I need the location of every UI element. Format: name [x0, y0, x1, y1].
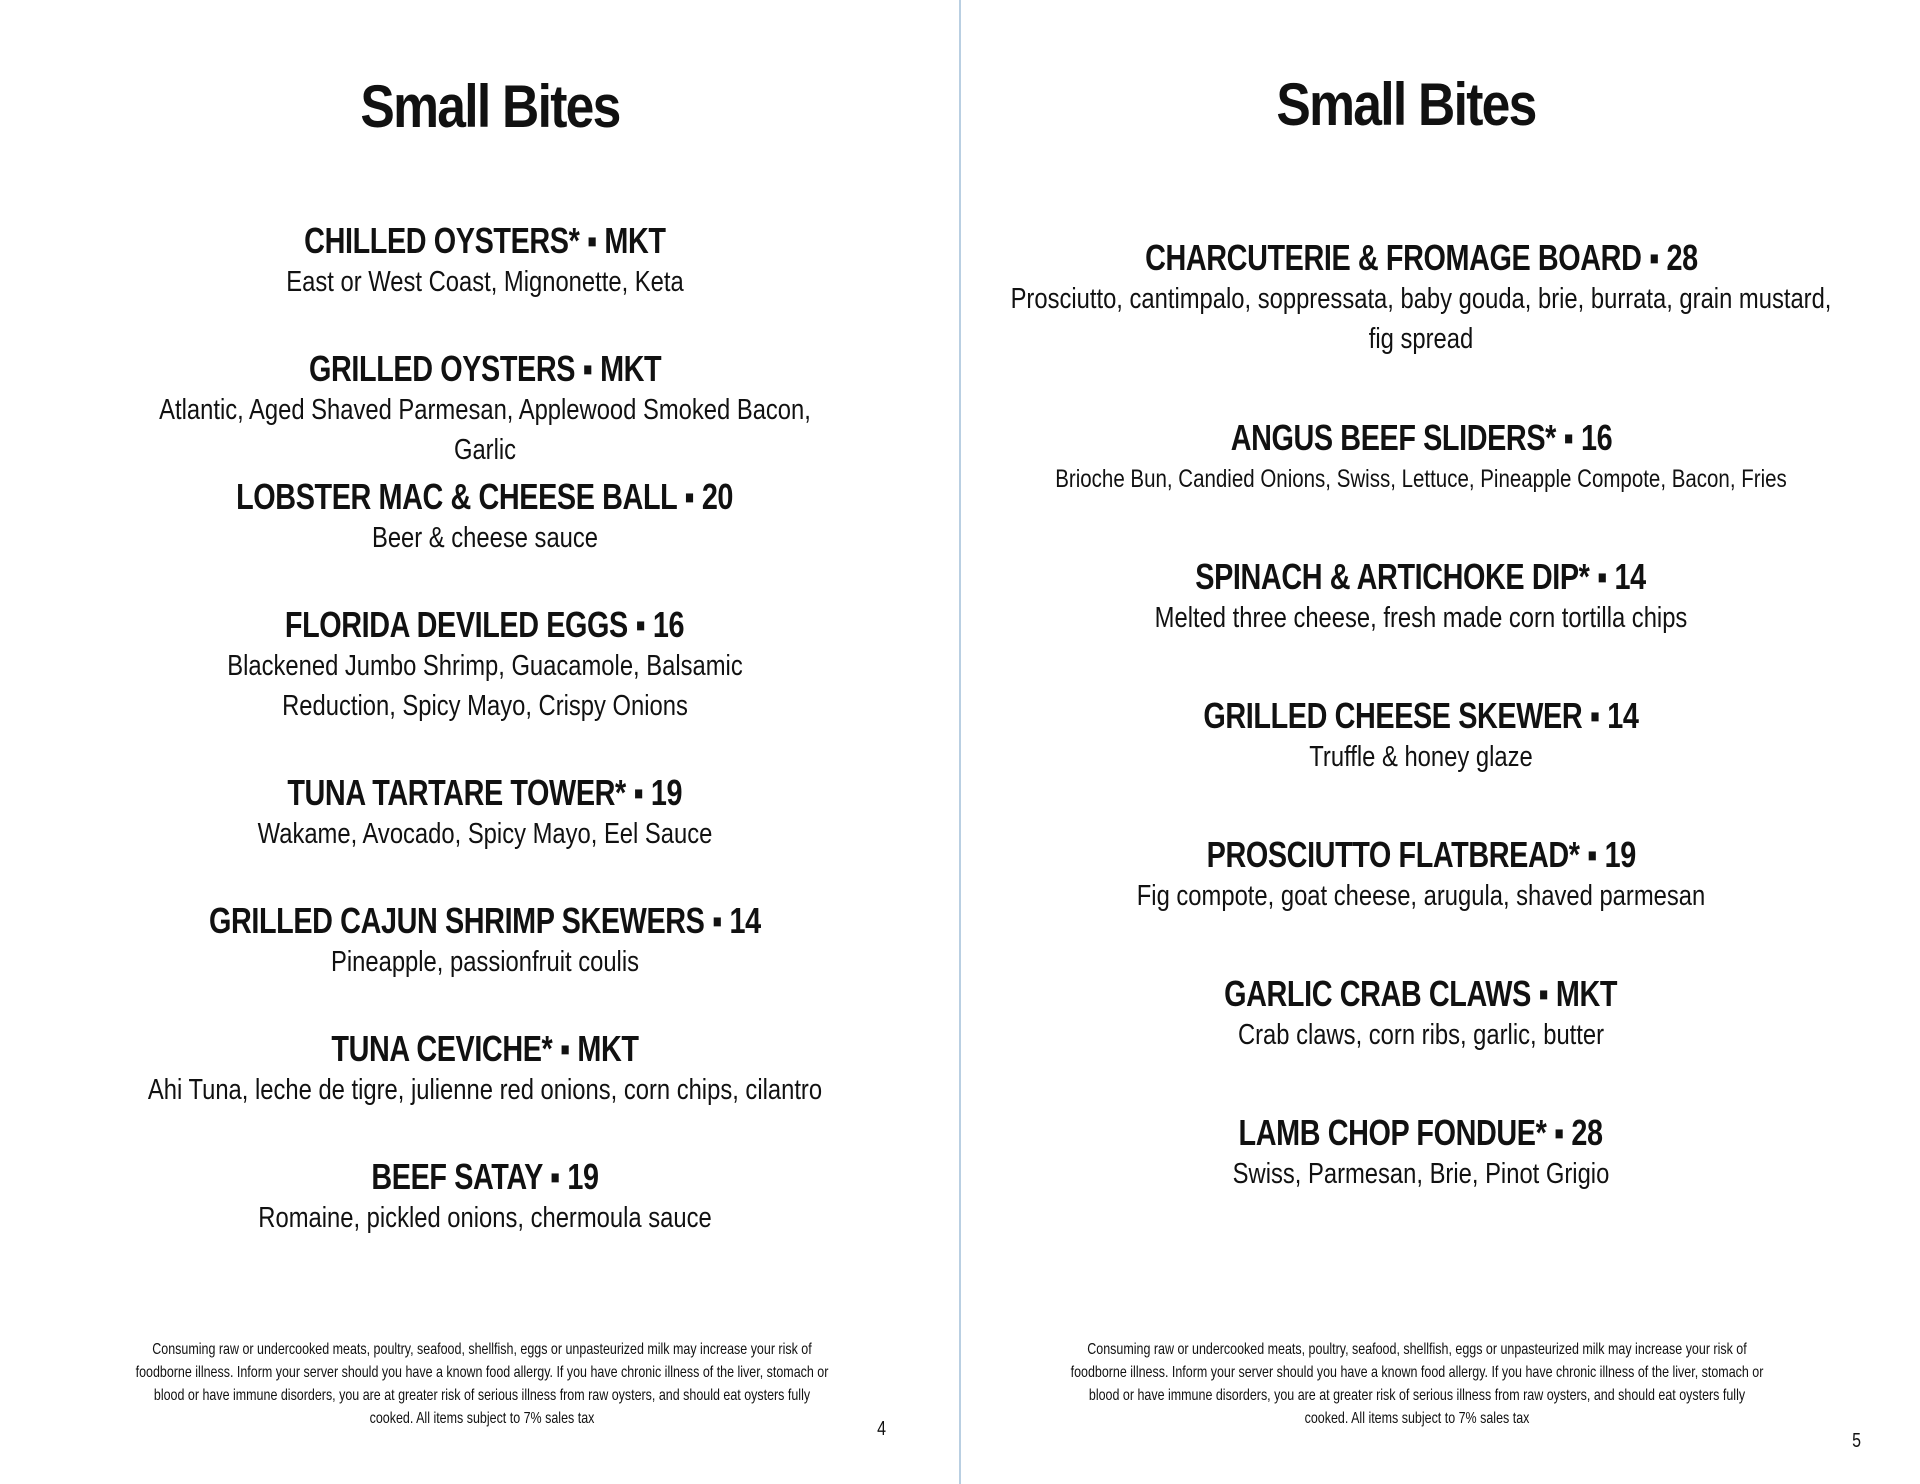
menu-item-name: LAMB CHOP FONDUE* ▪ 28: [1238, 1112, 1604, 1153]
menu-item-description: Swiss, Parmesan, Brie, Pinot Grigio: [1232, 1158, 1610, 1190]
menu-item-name: BEEF SATAY ▪ 19: [371, 1156, 599, 1197]
menu-item-name: GRILLED CAJUN SHRIMP SKEWERS ▪ 14: [209, 900, 761, 941]
menu-item: [5, 900, 960, 1028]
menu-item-description: East or West Coast, Mignonette, Keta: [286, 266, 684, 298]
menu-item-name: ANGUS BEEF SLIDERS* ▪ 16: [1230, 417, 1612, 458]
menu-item-description: Fig compote, goat cheese, arugula, shaved parmesan: [1136, 880, 1706, 912]
menu-item: [5, 220, 960, 348]
menu-item-list: [961, 237, 1901, 1251]
menu-item-name: LOBSTER MAC & CHEESE BALL ▪ 20: [236, 476, 734, 517]
menu-item: [5, 348, 960, 476]
menu-item: [961, 834, 1901, 973]
menu-item: [5, 476, 960, 604]
page-number: 5: [1852, 1430, 1862, 1452]
menu-item: [961, 695, 1901, 834]
menu-item-name: TUNA CEVICHE* ▪ MKT: [331, 1028, 639, 1069]
menu-item-description: Romaine, pickled onions, chermoula sauce: [258, 1202, 712, 1234]
menu-item-description: Ahi Tuna, leche de tigre, julienne red onions, corn chips, cilantro: [147, 1074, 823, 1106]
menu-item-name: GRILLED CHEESE SKEWER ▪ 14: [1203, 695, 1639, 736]
menu-item-description: Blackened Jumbo Shrimp, Guacamole, Balsamic Reduction, Spicy Mayo, Crispy Onions: [227, 650, 743, 722]
menu-item: [961, 556, 1901, 695]
menu-item-name: PROSCIUTTO FLATBREAD* ▪ 19: [1206, 834, 1636, 875]
menu-item: [5, 1156, 960, 1284]
menu-item-name: GRILLED OYSTERS ▪ MKT: [308, 348, 662, 389]
menu-item: [961, 417, 1901, 556]
menu-item-description: Wakame, Avocado, Spicy Mayo, Eel Sauce: [257, 818, 713, 850]
menu-item-description: Brioche Bun, Candied Onions, Swiss, Lettuce, Pineapple Compote, Bacon, Fries: [1055, 465, 1787, 493]
menu-item-name: CHARCUTERIE & FROMAGE BOARD ▪ 28: [1144, 237, 1698, 278]
menu-item-description: Truffle & honey glaze: [1309, 741, 1533, 773]
menu-item-description: Beer & cheese sauce: [371, 522, 599, 554]
menu-item-description: Melted three cheese, fresh made corn tortilla chips: [1154, 602, 1688, 634]
menu-item: [961, 973, 1901, 1112]
menu-item-name: TUNA TARTARE TOWER* ▪ 19: [287, 772, 683, 813]
menu-item: [5, 772, 960, 900]
menu-item: [961, 237, 1901, 417]
menu-item-description: Atlantic, Aged Shaved Parmesan, Applewood Smoked Bacon, Garlic: [159, 394, 811, 466]
menu-item: [961, 1112, 1901, 1251]
menu-item-description: Prosciutto, cantimpalo, soppressata, baby gouda, brie, burrata, grain mustard, fig spread: [1010, 283, 1832, 355]
food-safety-disclaimer: Consuming raw or undercooked meats, poultry, seafood, shellfish, eggs or unpasteurized milk may increase your risk of foodborne illness. Inform your server should you have a known food allergy. If you have chronic illness of the liver, stomach or blood or have immune disorders, you are at greater risk of serious illness from raw oysters, and should eat oysters fully cooked. All items subject to 7% sales tax: [1070, 1341, 1764, 1427]
food-safety-disclaimer: Consuming raw or undercooked meats, poultry, seafood, shellfish, eggs or unpasteurized milk may increase your risk of foodborne illness. Inform your server should you have a known food allergy. If you have chronic illness of the liver, stomach or blood or have immune disorders, you are at greater risk of serious illness from raw oysters, and should eat oysters fully cooked. All items subject to 7% sales tax: [135, 1341, 829, 1427]
menu-item-list: [5, 220, 960, 1284]
menu-item-name: FLORIDA DEVILED EGGS ▪ 16: [285, 604, 685, 645]
menu-item-description: Pineapple, passionfruit coulis: [330, 946, 640, 978]
menu-item: [5, 1028, 960, 1156]
menu-item: [5, 604, 960, 772]
page-title: Small Bites: [360, 73, 620, 140]
page-number: 4: [877, 1418, 887, 1440]
page-title: Small Bites: [1276, 71, 1536, 138]
menu-item-name: GARLIC CRAB CLAWS ▪ MKT: [1224, 973, 1618, 1014]
menu-item-name: CHILLED OYSTERS* ▪ MKT: [304, 220, 666, 261]
menu-item-name: SPINACH & ARTICHOKE DIP* ▪ 14: [1195, 556, 1647, 597]
menu-item-description: Crab claws, corn ribs, garlic, butter: [1237, 1019, 1605, 1051]
menu-page-right: [961, 0, 1920, 1484]
